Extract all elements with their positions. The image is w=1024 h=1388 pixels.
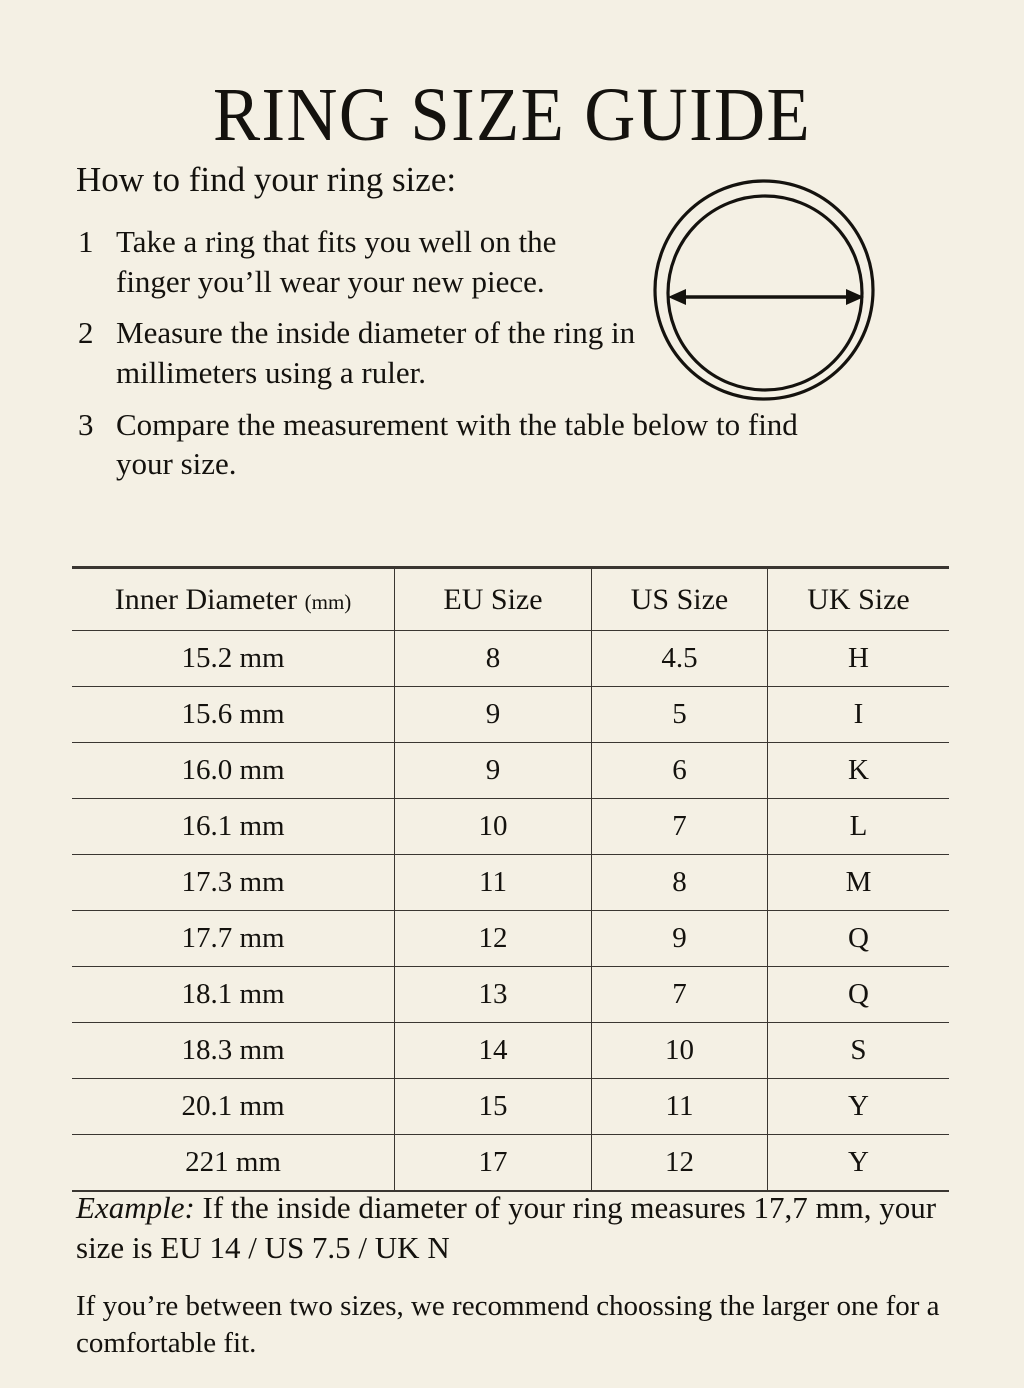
table-row [72, 687, 949, 743]
step-text: Measure the inside diameter of the ring in millimeters using a ruler. [116, 315, 636, 391]
cell-inner-diameter: 17.3 mm [72, 855, 395, 911]
cell-eu-size: 15 [395, 1079, 592, 1135]
cell-us-size: 12 [592, 1135, 768, 1192]
cell-uk-size: K [768, 743, 950, 799]
cell-eu-size: 9 [395, 743, 592, 799]
page-title: RING SIZE GUIDE [212, 72, 812, 157]
example-label: Example: [76, 1190, 195, 1225]
cell-inner-diameter: 18.3 mm [72, 1023, 395, 1079]
step-text: Compare the measurement with the table below to find your size. [116, 406, 798, 482]
table-row [72, 855, 949, 911]
table-row [72, 911, 949, 967]
cell-eu-size: 11 [395, 855, 592, 911]
cell-eu-size: 9 [395, 687, 592, 743]
table-row [72, 1135, 949, 1192]
column-header-uk-size: UK Size [768, 568, 950, 631]
cell-us-size: 10 [592, 1023, 768, 1079]
step-text: Take a ring that fits you well on the finger you’ll wear your new piece. [116, 224, 557, 299]
howto-heading: How to find your ring size: [76, 160, 457, 199]
cell-inner-diameter: 20.1 mm [72, 1079, 395, 1135]
table-row [72, 743, 949, 799]
column-header-eu-size: EU Size [395, 568, 592, 631]
cell-eu-size: 12 [395, 911, 592, 967]
cell-us-size: 7 [592, 799, 768, 855]
cell-inner-diameter: 15.2 mm [72, 631, 395, 687]
cell-inner-diameter: 18.1 mm [72, 967, 395, 1023]
table-row [72, 1023, 949, 1079]
ring-size-table [72, 566, 949, 1192]
step-number: 2 [78, 315, 94, 351]
instruction-steps [78, 222, 798, 496]
ring-diameter-diagram-icon [650, 176, 882, 408]
table-header-row [72, 568, 949, 631]
cell-uk-size: S [768, 1023, 950, 1079]
cell-uk-size: Q [768, 911, 950, 967]
diameter-arrow [668, 289, 864, 305]
cell-eu-size: 17 [395, 1135, 592, 1192]
cell-us-size: 5 [592, 687, 768, 743]
column-header-label: Inner Diameter [114, 583, 298, 616]
cell-uk-size: M [768, 855, 950, 911]
sizing-recommendation-note: If you’re between two sizes, we recommend choossing the larger one for a comfortable fit. [76, 1290, 940, 1360]
cell-uk-size: Y [768, 1079, 950, 1135]
cell-eu-size: 13 [395, 967, 592, 1023]
cell-us-size: 7 [592, 967, 768, 1023]
example-note [76, 1188, 966, 1267]
column-header-inner-diameter [72, 568, 395, 631]
table-row [72, 799, 949, 855]
cell-eu-size: 10 [395, 799, 592, 855]
cell-uk-size: H [768, 631, 950, 687]
cell-inner-diameter: 17.7 mm [72, 911, 395, 967]
cell-inner-diameter: 16.0 mm [72, 743, 395, 799]
cell-uk-size: L [768, 799, 950, 855]
example-text: If the inside diameter of your ring measures 17,7 mm, your size is EU 14 / US 7.5 / UK N [76, 1190, 937, 1265]
ring-outer-circle [655, 181, 873, 399]
cell-us-size: 6 [592, 743, 768, 799]
cell-us-size: 4.5 [592, 631, 768, 687]
cell-eu-size: 8 [395, 631, 592, 687]
instruction-step-2 [78, 313, 638, 392]
table-header [72, 568, 949, 631]
cell-us-size: 9 [592, 911, 768, 967]
step-number: 1 [78, 224, 94, 259]
table-row [72, 1079, 949, 1135]
ring-inner-circle [668, 196, 862, 390]
table-body [72, 631, 949, 1192]
table-row [72, 631, 949, 687]
column-header-us-size: US Size [592, 568, 768, 631]
instruction-step-3 [78, 405, 858, 484]
table-row [72, 967, 949, 1023]
cell-us-size: 8 [592, 855, 768, 911]
cell-eu-size: 14 [395, 1023, 592, 1079]
cell-inner-diameter: 15.6 mm [72, 687, 395, 743]
cell-us-size: 11 [592, 1079, 768, 1135]
step-number: 3 [78, 406, 94, 442]
cell-uk-size: Y [768, 1135, 950, 1192]
cell-uk-size: Q [768, 967, 950, 1023]
cell-inner-diameter: 16.1 mm [72, 799, 395, 855]
cell-uk-size: I [768, 687, 950, 743]
column-header-unit: (mm) [304, 590, 352, 614]
cell-inner-diameter: 221 mm [72, 1135, 395, 1192]
instruction-step-1 [78, 222, 638, 301]
